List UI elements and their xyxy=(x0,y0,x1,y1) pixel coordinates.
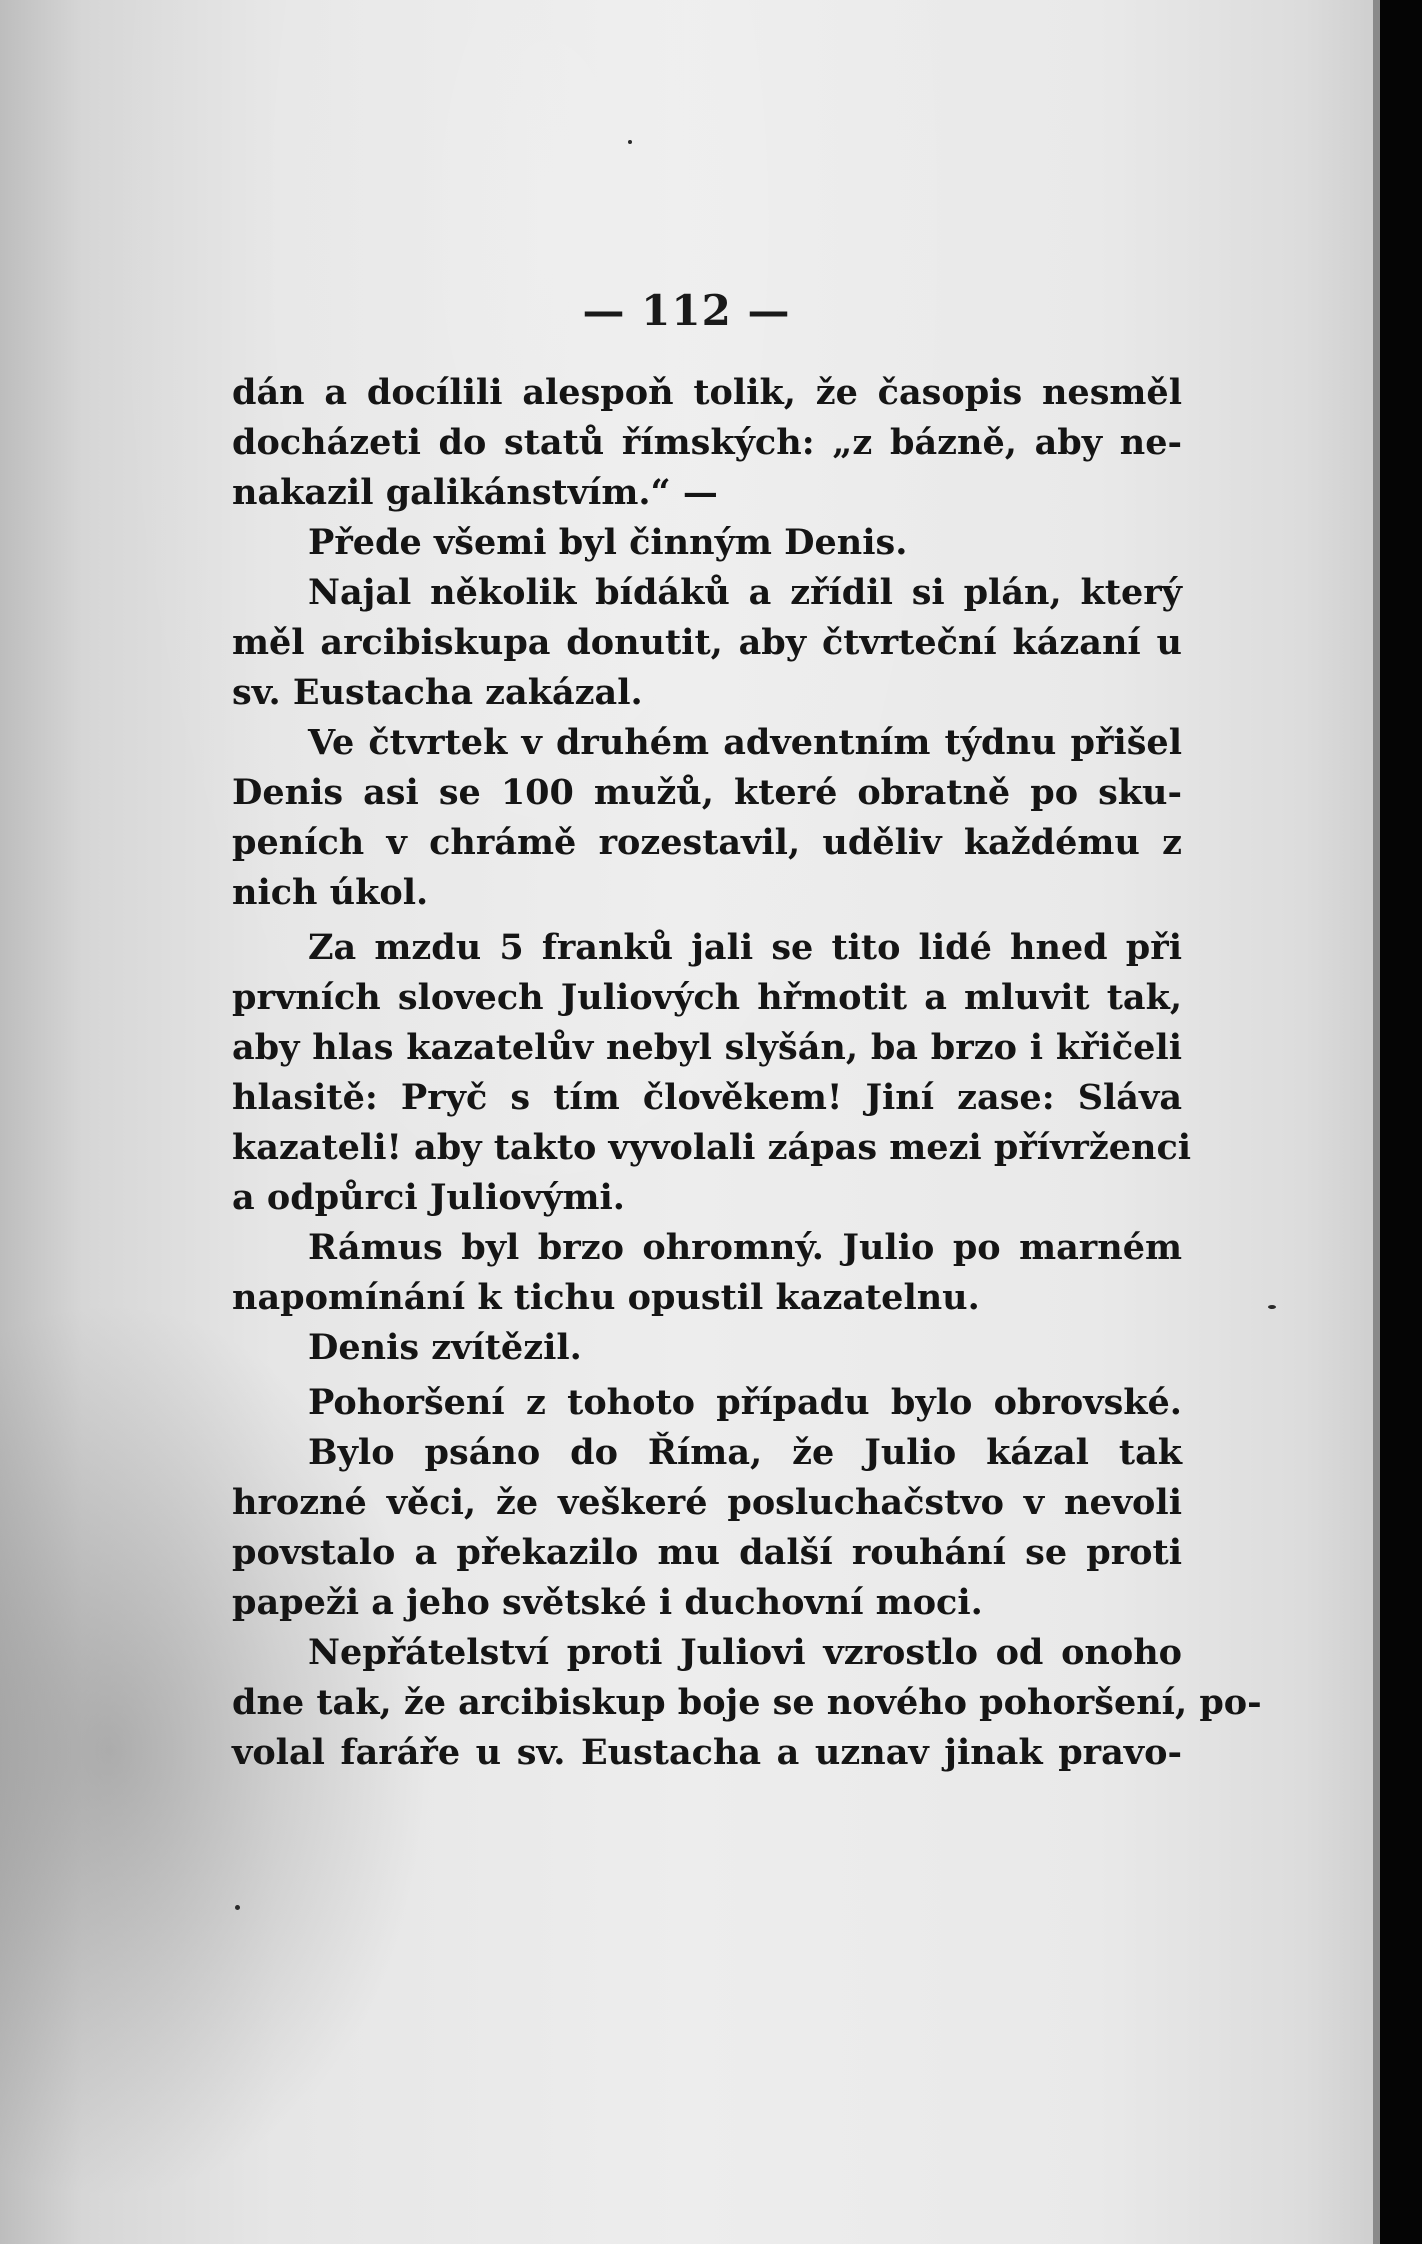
text-line: Za mzdu 5 franků jali se tito lidé hned při xyxy=(308,927,1182,968)
text-line: aby hlas kazatelův nebyl slyšán, ba brzo i křičeli xyxy=(232,1027,1182,1068)
ink-speck xyxy=(1268,1305,1276,1309)
text-line: Rámus byl brzo ohromný. Julio po marném xyxy=(308,1227,1182,1268)
text-line: Přede všemi byl činným Denis. xyxy=(308,522,908,563)
text-line: povstalo a překazilo mu další rouhání se proti xyxy=(232,1532,1182,1573)
page-edge xyxy=(1373,0,1380,2244)
text-line: dán a docílili alespoň tolik, že časopis nesměl xyxy=(232,372,1182,413)
text-line: nakazil galikánstvím.“ — xyxy=(232,472,718,513)
text-line: napomínání k tichu opustil kazatelnu. xyxy=(232,1277,980,1318)
text-line: papeži a jeho světské i duchovní moci. xyxy=(232,1582,983,1623)
text-line: Pohoršení z tohoto případu bylo obrovské. xyxy=(308,1382,1182,1423)
text-line: Nepřátelství proti Juliovi vzrostlo od onoho xyxy=(308,1632,1182,1673)
text-line: Najal několik bídáků a zřídil si plán, který xyxy=(308,572,1182,613)
text-line: měl arcibiskupa donutit, aby čtvrteční kázaní u xyxy=(232,622,1182,663)
text-line: docházeti do statů římských: „z bázně, aby ne- xyxy=(232,422,1182,463)
text-line: peních v chrámě rozestavil, uděliv každému z xyxy=(232,822,1182,863)
text-line: volal faráře u sv. Eustacha a uznav jinak pravo- xyxy=(232,1732,1182,1773)
text-line: Denis zvítězil. xyxy=(308,1327,582,1368)
text-line: Bylo psáno do Říma, že Julio kázal tak xyxy=(308,1432,1182,1473)
text-line: prvních slovech Juliových hřmotit a mluvit tak, xyxy=(232,977,1182,1018)
body-text xyxy=(232,368,1262,1778)
text-line: kazateli! aby takto vyvolali zápas mezi přívrženci xyxy=(232,1127,1192,1168)
text-line: hrozné věci, že veškeré posluchačstvo v nevoli xyxy=(232,1482,1182,1523)
text-line: dne tak, že arcibiskup boje se nového pohoršení, po- xyxy=(232,1682,1262,1723)
text-line: nich úkol. xyxy=(232,872,429,913)
text-line: Ve čtvrtek v druhém adventním týdnu přišel xyxy=(308,722,1182,763)
text-line: sv. Eustacha zakázal. xyxy=(232,672,643,713)
page-number: — 112 — xyxy=(582,286,791,335)
ink-speck xyxy=(235,1905,240,1910)
text-line: Denis asi se 100 mužů, které obratně po sku- xyxy=(232,772,1182,813)
text-line: hlasitě: Pryč s tím člověkem! Jiní zase: Sláva xyxy=(232,1077,1182,1118)
scan-background xyxy=(1380,0,1422,2244)
ink-speck xyxy=(628,140,632,144)
text-line: a odpůrci Juliovými. xyxy=(232,1177,625,1218)
